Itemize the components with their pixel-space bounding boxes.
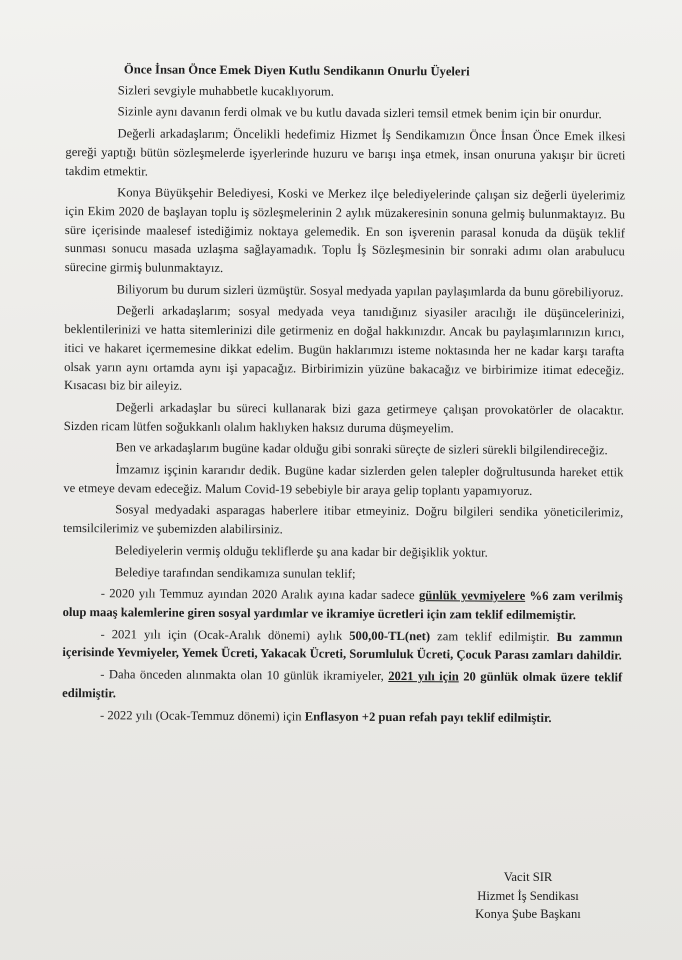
offer-item-2-c: zam teklif edilmiştir. <box>430 628 557 644</box>
paragraph-6: Değerli arkadaşlar bu süreci kullanarak bizi gaza getirmeye çalışan provokatörler de olacaktır. Sizden ricam lütfen soğukkanlı olalım haklıyken haksız duruma düşmeyelim. <box>63 400 624 436</box>
signature-org: Hizmet İş Sendikası <box>477 888 579 903</box>
paragraph-8: İmzamız işçinin kararıdır dedik. Bugüne kadar sizlerden gelen talepler doğrultusunda hareket ettik ve etmeye devam edeceğiz. Malum Covid-19 sebebiyle bir araya gelip toplantı yapamıyoruz. <box>63 462 624 498</box>
offer-item-1 <box>63 584 623 625</box>
offer-item-1-b: günlük yevmiyelere <box>418 588 526 604</box>
offer-item-2-b: 500,00-TL(net) <box>349 628 431 643</box>
offer-item-4 <box>62 705 622 727</box>
offer-item-4-b: Enflasyon +2 puan refah payı teklif edilmiştir. <box>304 708 552 725</box>
paragraph-4: Biliyorum bu durum sizleri üzmüştür. Sosyal medyada yapılan paylaşımlarda da bunu görebiliyoruz. <box>116 282 624 300</box>
letter-body <box>62 60 626 731</box>
signature-block <box>458 868 598 924</box>
signature-role: Konya Şube Başkanı <box>475 907 581 921</box>
paragraph-1: Sizinle aynı davanın ferdi olmak ve bu kutlu davada sizleri temsil etmek benim için bir onurdur. <box>117 104 602 122</box>
paragraph-3: Konya Büyükşehir Belediyesi, Koski ve Merkez ilçe belediyelerinde çalışan siz değerli üyelerimiz için Ekim 2020 de başlayan toplu iş sözleşmelerinin 2 aylık müzakeresinin sonuna gelmiş bulunmaktayız. Bu süre içerisinde maalesef istediğimiz noktaya gelemedik. En son işverenin parasal konuda da düşük teklif sunması sonucu masada uzlaşma sağlayamadık. Toplu İş Sözleşmesinin bir sonraki adımı olan arabulucu sürecine girmiş bulunmaktayız. <box>64 185 626 275</box>
offer-item-2 <box>62 625 622 666</box>
paragraph-10: Belediyelerin vermiş olduğu tekliflerde şu ana kadar bir değişiklik yoktur. <box>114 543 488 560</box>
offer-item-1-c: %6 zam verilmiş olup maaş kalemlerine giren sosyal yardımlar ve ikramiye ücretleri için zam teklif edilmemiştir. <box>62 589 623 623</box>
letter-title: Önce İnsan Önce Emek Diyen Kutlu Sendikanın Onurlu Üyeleri <box>123 62 470 79</box>
offer-item-3-c: 20 günlük olmak üzere teklif edilmiştir. <box>62 669 623 701</box>
paragraph-2: Değerli arkadaşlarım; Öncelikli hedefimiz Hizmet İş Sendikamızın Önce İnsan Önce Emek ilkesi gereği yaptığı bütün sözleşmelerde işyerlerinde huzuru ve barışı inşa etmek, insan onuruna yakışır bir ücreti takdim etmektir. <box>65 126 626 179</box>
offer-item-2-a: - 2021 yılı için (Ocak-Aralık dönemi) aylık <box>100 626 350 643</box>
signature-name: Vacit SIR <box>503 870 553 884</box>
offer-item-1-a: - 2020 yılı Temmuz ayından 2020 Aralık ayına kadar sadece <box>100 586 420 603</box>
paragraph-11: Belediye tarafından sendikamıza sunulan teklif; <box>114 564 356 581</box>
offer-item-4-a: - 2022 yılı (Ocak-Temmuz dönemi) için <box>99 707 305 723</box>
offer-item-3-a: - Daha önceden alınmakta olan 10 günlük ikramiyeler, <box>100 667 389 684</box>
offer-item-3-b: 2021 yılı için <box>388 669 459 684</box>
paragraph-9: Sosyal medyadaki asparagas haberlere itibar etmeyiniz. Doğru bilgileri sendika yöneticilerimiz, temsilcilerimiz ve şubemizden alabilirsiniz. <box>63 502 624 537</box>
paragraph-5: Değerli arkadaşlarım; sosyal medyada veya tanıdığınız siyasiler aracılığı ile düşüncelerinizi, beklentilerinizi ve hatta sitemlerinizi dile getirmeniz en doğal hakkınızdır. Ancak bu paylaşımlarınızın kırıcı, itici ve hakaret içermemesine dikkat edelim. Bugün haklarımızı isteme noktasında her ne kadar karşı tarafta olsak yarın aynı ortamda aynı işi yapacağız. Birbirimizin yüzüne bakacağız ve birbirimize itimat edeceğiz. Kısacası biz bir aileyiz. <box>63 303 625 393</box>
offer-item-3 <box>62 665 622 706</box>
greeting: Sizleri sevgiyle muhabbetle kucaklıyorum. <box>117 83 334 99</box>
paragraph-7: Ben ve arkadaşlarım bugüne kadar olduğu gibi sonraki süreçte de sizleri sürekli bilgilendireceğiz. <box>115 440 608 458</box>
offer-item-2-d: Bu zammın içerisinde Yevmiyeler, Yemek Ücreti, Yakacak Ücreti, Sorumluluk Ücreti, Çocuk Parası zamları dahildir. <box>62 629 623 663</box>
